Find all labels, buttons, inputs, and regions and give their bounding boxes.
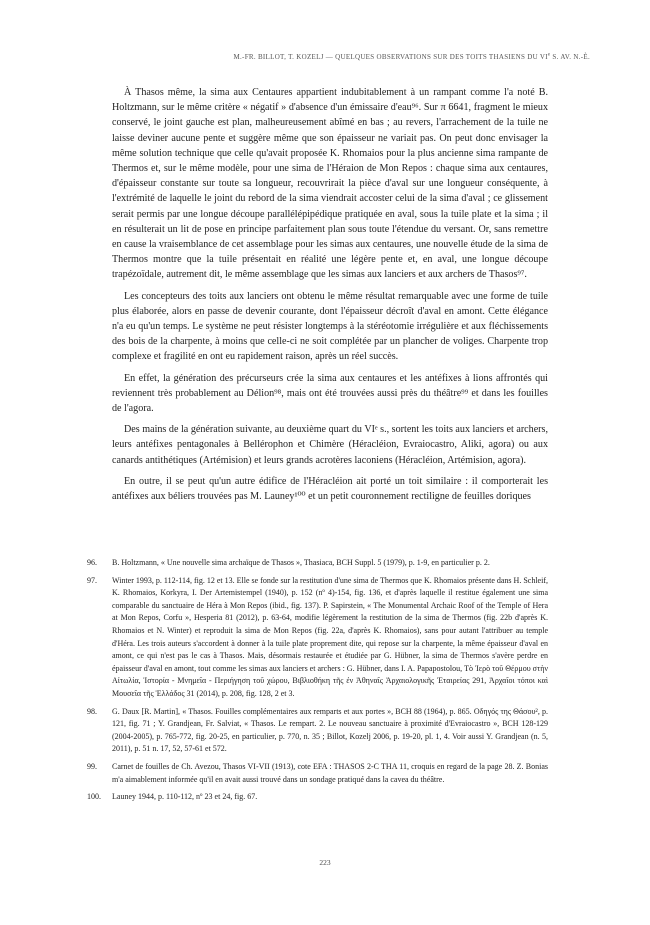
footnote-text: G. Daux [R. Martin], « Thasos. Fouilles complémentaires aux remparts et aux portes », BCH 88 (1964), p. 865. Οδηγός της Θάσου², p. 121, fig. 71 ; Y. Grandjean, Fr. Salviat, « Thasos. Le rempart. 2. Le nouveau sanctuaire à proximité d'Evraiocastro », BCH 128-129 (2004-2005), p. 765-772, fig. 20-25, en particulier, p. 770, n. 35 ; Billot, Kozelj 2006, p. 19-20, pl. 1, 4. Voir aussi Y. Grandjean (n. 5, 2011), p. 51 n. 17, 52, 57-61 et 572. (112, 706, 548, 754)
footnote-number: 99. (87, 761, 97, 771)
footnote (87, 557, 548, 570)
running-title-post: S. AV. N.-È. (550, 53, 590, 61)
page-number: 223 (319, 858, 331, 867)
footnote-text: B. Holtzmann, « Une nouvelle sima archaïque de Thasos », Thasiaca, BCH Suppl. 5 (1979), p. 1-9, en particulier p. 2. (112, 558, 490, 567)
footnote-text: Carnet de fouilles de Ch. Avezou, Thasos VI-VII (1913), cote EFA : THASOS 2-C THA 11, croquis en regard de la page 28. Z. Bonias m'a aimablement informée qu'il en avait aussi trouvé dans un sondage pratiqué dans la cavea du théâtre. (112, 761, 548, 784)
running-header (60, 53, 590, 61)
paragraph: En outre, il se peut qu'un autre édifice de l'Héracléion ait porté un toit similaire : il comporterait les antéfixes aux béliers trouvées pas M. Launey¹⁰⁰ et un petit couronnement rectiligne de feuilles doriques (112, 475, 548, 503)
footnote-text: Winter 1993, p. 112-114, fig. 12 et 13. Elle se fonde sur la restitution d'une sima de Thermos que K. Rhomaios présente dans H. Schleif, K. Rhomaios, Korkyra, I. Der Artemistempel (1940), p. 152 (nº 4)-154, fig. 136, et d'après laquelle il restitue également une sima comparable du sanctuaire de Héra à Mon Repos (ibid., fig. 137). P. Sapirstein, « The Monumental Archaic Roof of the Temple of Hera at Mon Repos, Corfu », Hesperia 81 (2012), p. 63-64, modifie légèrement la restitution de la sima de Thermos (fig. 22b d'après K. Rhomaios et N. Winter) et reproduit la sima de Mon Repos (fig. 22a, d'après K. Rhomaios), sans pour autant l'attribuer au temple d'Héra. Les trois auteurs s'accordent à donner à la tuile plate proprement dite, qui repose sur la charpente, la même épaisseur d'aval en amont, ce qui n'est pas le cas à Thasos. Mais, désormais restaurée et étudiée par G. Hübner, la sima de Thermos s'avère perdre en épaisseur d'aval en amont, tout comme les simas aux lanciers et archers : G. Hübner, dans I. A. Papapostolou, Τὸ Ἱερὸ τοῦ Θέρμου στὴν Αἰτωλία, Ἱστορία - Μνημεῖα - Περιήγηση τοῦ χώρου, Βιβλιοθήκη τῆς ἐν Ἀθηναῖς Ἀρχαιολογικῆς Ἑταιρείας 291, Ἀρχαῖοι τόποι καὶ Μουσεῖα τῆς Ἑλλάδος 31 (2014), p. 208, fig. 128, 2 et 3. (112, 575, 548, 698)
footnote-number: 97. (87, 575, 97, 585)
footnotes (87, 557, 548, 809)
paragraph: À Thasos même, la sima aux Centaures appartient indubitablement à un rampant comme l'a noté B. Holtzmann, sur le même critère « négatif » d'absence d'un émissaire d'eau⁹⁶. Sur π 6641, fragment le mieux conservé, le joint gauche est plan, malheureusement abîmé en bas ; au revers, l'arrachement de la tuile ne laisse deviner aucune pente et suggère même que son épaisseur ne variait pas. On peut donc envisager la même solution technique que celle qu'avait proposée K. Rhomaios pour la plus ancienne sima rampante de Thermos et, sur le même modèle, pour une sima de l'Héraion de Mon Repos : chaque sima aux centaures, d'épaisseur constante sur toute sa longueur, recouvrirait la pièce d'aval sur une longueur conséquente, à l'extrémité de laquelle le joint du rebord de la sima viendrait accoster celui de la sima d'aval ; ce glissement serait permis par une longue découpe parallélépipédique pratiquée en aval, sous la tuile plate et la sima ; il en résulterait un lit de pose en principe parfaitement plan sous toute l'étendue du versant. Or, sans remettre en cause la vraisemblance de cet assemblage pour les simas aux centaures, une nouvelle étude de la sima de Thermos montre que la tuile présentait en réalité une légère pente et, en aval, une longue découpe trapézoïdale, autrement dit, le même assemblage que les simas aux lanciers et aux archers de Thasos⁹⁷. (112, 87, 548, 281)
footnote-text: Launey 1944, p. 110-112, nº 23 et 24, fig. 67. (112, 792, 258, 802)
paragraph: Des mains de la génération suivante, au deuxième quart du VIᵉ s., sortent les toits aux lanciers et archers, leurs antéfixes pentagonales à Bellérophon et Chimère (Héracléion, Evraiocastro, Aliki, agora) ou aux canards antithétiques (Artémision) et leurs grands acrotères laconiens (Héracléion, Artémision, agora). (112, 424, 548, 466)
paragraph: En effet, la génération des précurseurs crée la sima aux centaures et les antéfixes à lions affrontés qui reviennent très probablement au Délion⁹⁸, mais ont été trouvées aussi près du théâtre⁹⁹ et dans les fouilles de l'agora. (112, 372, 548, 415)
paragraph: Les concepteurs des toits aux lanciers ont obtenu le même résultat remarquable avec une forme de tuile plus élaborée, alors en passe de devenir courante, dont l'épaisseur décroît d'aval en amont. Cette élégance n'a eu qu'un temps. Le système ne peut résister longtemps à la stéréotomie irrégulière et aux fléchissements des bois de la charpente, à moins que celle-ci ne soit complétée par un plancher de voliges. Charpente trop complexe et fragilité en ont eu rapidement raison, après un réel succès. (112, 290, 548, 363)
footnote (87, 791, 548, 804)
footnote-number: 100. (87, 792, 101, 802)
footnote (87, 761, 548, 786)
footnote-number: 98. (87, 706, 97, 716)
running-title-pre: M.-FR. BILLOT, T. KOZELJ — QUELQUES OBSERVATIONS SUR DES TOITS THASIENS DU VI (233, 53, 548, 61)
running-title-sup: e (547, 52, 551, 58)
main-text (112, 85, 548, 510)
footnote (87, 575, 548, 701)
footnote (87, 706, 548, 756)
footnote-number: 96. (87, 558, 97, 567)
